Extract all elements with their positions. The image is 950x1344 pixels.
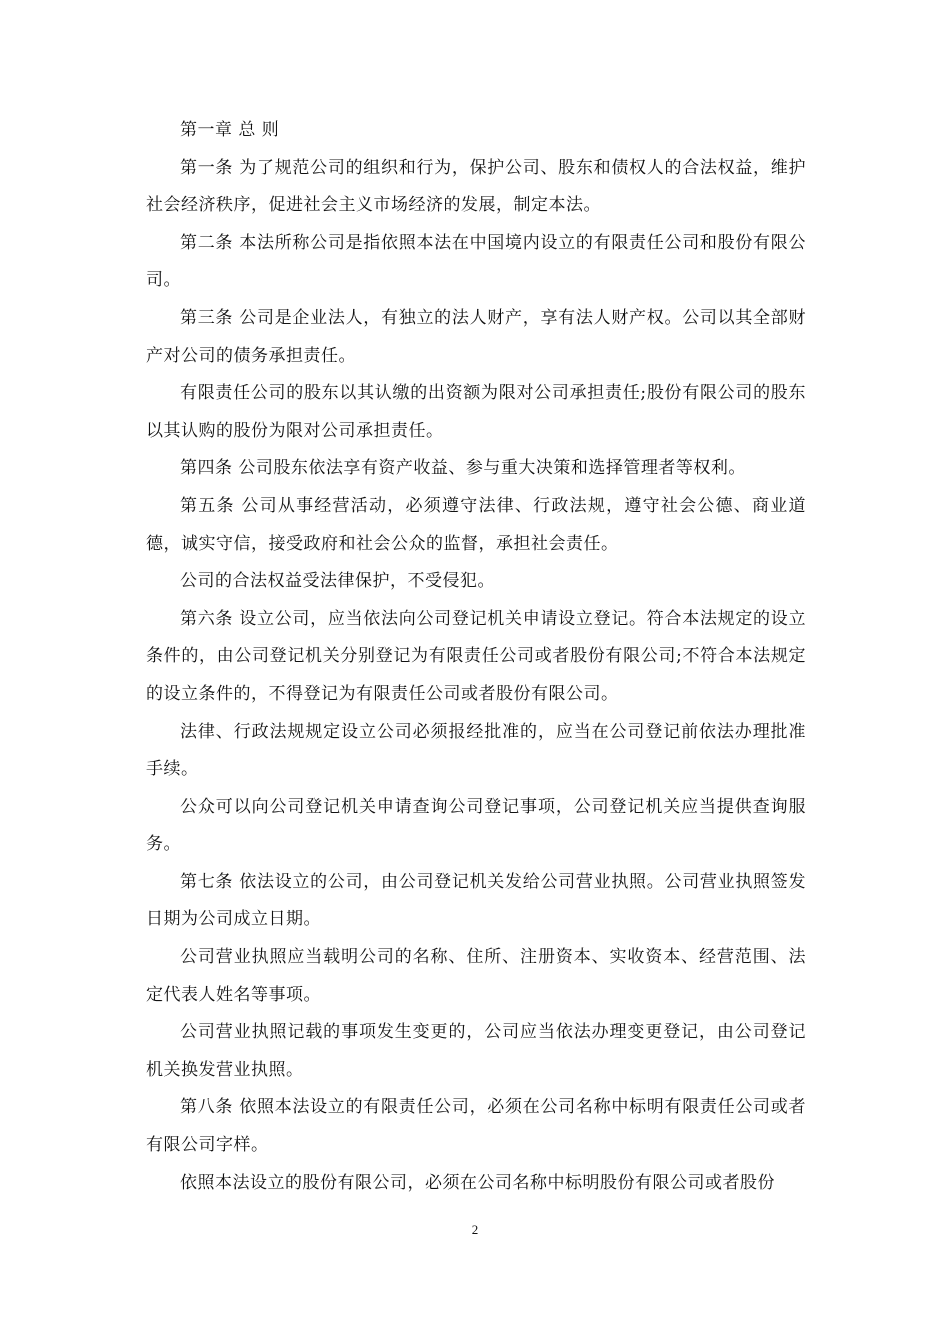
paragraph: 法律、行政法规规定设立公司必须报经批准的，应当在公司登记前依法办理批准手续。 bbox=[146, 721, 806, 780]
paragraph: 第八条 依照本法设立的有限责任公司，必须在公司名称中标明有限责任公司或者有限公司字样。 bbox=[146, 1097, 806, 1156]
paragraph: 公司的合法权益受法律保护，不受侵犯。 bbox=[180, 571, 495, 592]
paragraph: 公司营业执照应当载明公司的名称、住所、注册资本、实收资本、经营范围、法定代表人姓名等事项。 bbox=[146, 947, 806, 1005]
paragraph: 第六条 设立公司，应当依法向公司登记机关申请设立登记。符合本法规定的设立条件的，由公司登记机关分别登记为有限责任公司或者股份有限公司;不符合本法规定的设立条件的，不得登记为有限责任公司或者股份有限公司。 bbox=[146, 608, 806, 704]
paragraph: 第二条 本法所称公司是指依照本法在中国境内设立的有限责任公司和股份有限公司。 bbox=[146, 232, 806, 291]
page-number: 2 bbox=[471, 1222, 479, 1237]
paragraph: 有限责任公司的股东以其认缴的出资额为限对公司承担责任;股份有限公司的股东以其认购的股份为限对公司承担责任。 bbox=[146, 383, 806, 441]
paragraph: 第四条 公司股东依法享有资产收益、参与重大决策和选择管理者等权利。 bbox=[180, 458, 746, 479]
paragraph: 第一条 为了规范公司的组织和行为，保护公司、股东和债权人的合法权益，维护社会经济秩序，促进社会主义市场经济的发展，制定本法。 bbox=[146, 157, 806, 216]
paragraph: 第三条 公司是企业法人，有独立的法人财产，享有法人财产权。公司以其全部财产对公司的债务承担责任。 bbox=[146, 307, 806, 366]
paragraph: 公众可以向公司登记机关申请查询公司登记事项，公司登记机关应当提供查询服务。 bbox=[146, 796, 806, 855]
paragraph: 第七条 依法设立的公司，由公司登记机关发给公司营业执照。公司营业执照签发日期为公司成立日期。 bbox=[146, 871, 806, 930]
paragraph: 依照本法设立的股份有限公司，必须在公司名称中标明股份有限公司或者股份 bbox=[180, 1172, 775, 1193]
chapter-heading: 第一章 总 则 bbox=[180, 120, 280, 140]
paragraph: 公司营业执照记载的事项发生变更的，公司应当依法办理变更登记，由公司登记机关换发营业执照。 bbox=[146, 1022, 806, 1080]
paragraph: 第五条 公司从事经营活动，必须遵守法律、行政法规，遵守社会公德、商业道德，诚实守信，接受政府和社会公众的监督，承担社会责任。 bbox=[146, 495, 806, 554]
document-body bbox=[146, 112, 806, 1202]
